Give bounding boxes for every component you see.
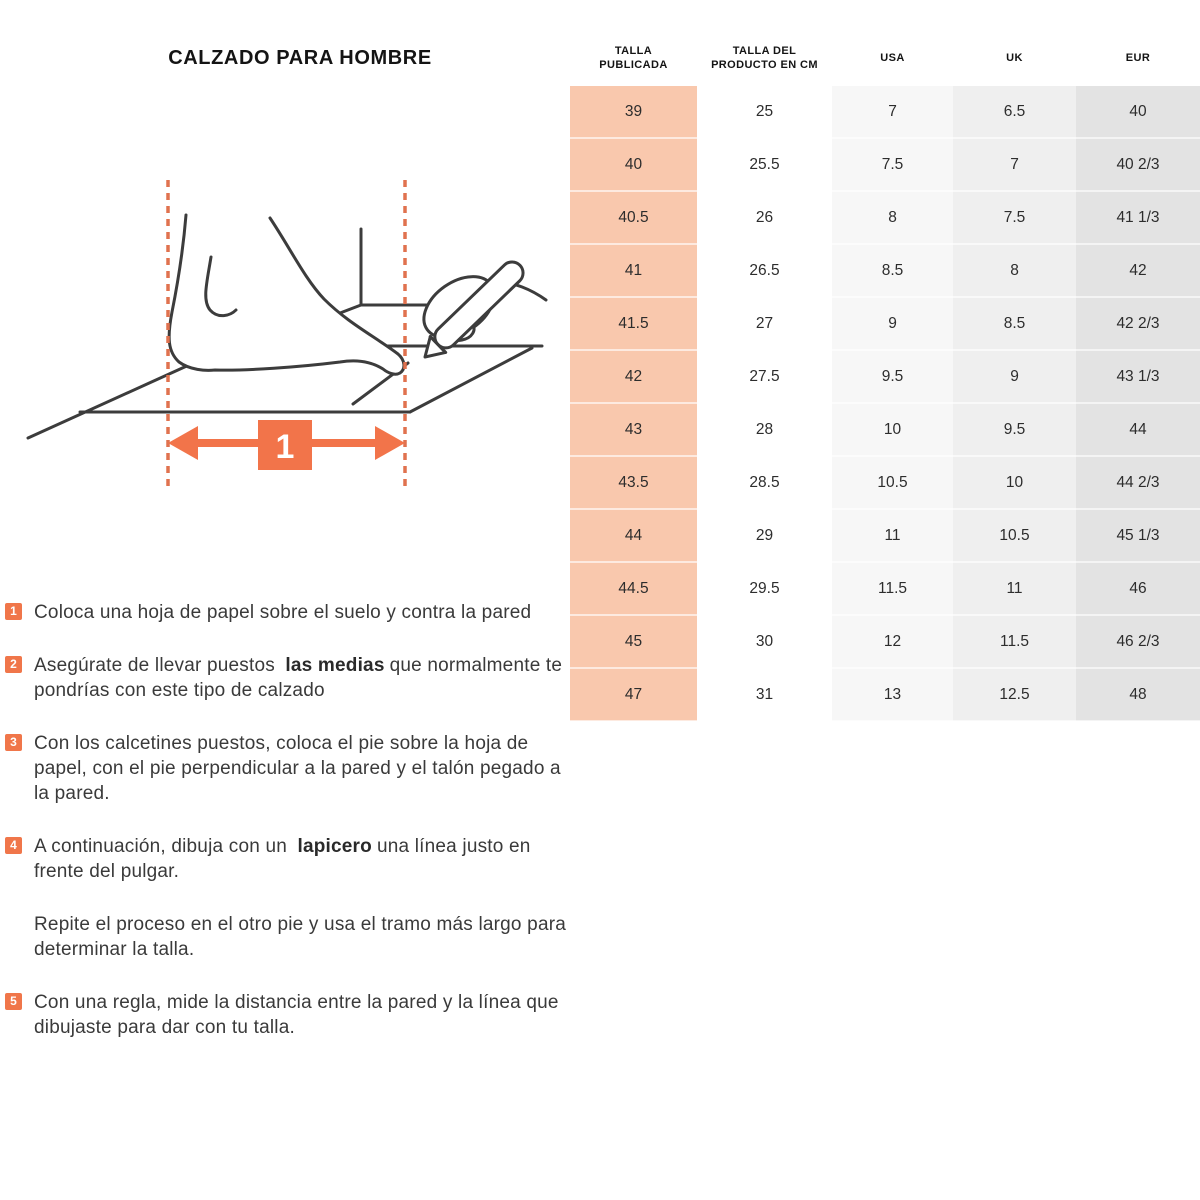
size-cell: 7 [953, 138, 1076, 191]
page-title: CALZADO PARA HOMBRE [168, 47, 432, 69]
size-row [570, 138, 1200, 191]
size-cell: 46 [1076, 562, 1200, 615]
size-cell: 10.5 [832, 456, 953, 509]
col-header-eur: EUR [1125, 52, 1151, 64]
size-cell: 44 [1076, 403, 1200, 456]
size-cell: 11.5 [832, 562, 953, 615]
size-row [570, 615, 1200, 668]
instruction-text: A continuación, dibuja con un [34, 836, 287, 857]
size-cell: 8 [832, 191, 953, 244]
size-row [570, 668, 1200, 721]
size-row [570, 350, 1200, 403]
size-row [570, 191, 1200, 244]
size-cell: 7.5 [832, 138, 953, 191]
size-cell: 41 [570, 244, 697, 297]
col-header-talla-publicada: TALLA PUBLICADA [599, 45, 668, 71]
size-cell: 41 1/3 [1076, 191, 1200, 244]
size-cell: 9.5 [953, 403, 1076, 456]
size-cell: 8 [953, 244, 1076, 297]
size-cell: 9 [953, 350, 1076, 403]
instruction-item [5, 653, 571, 703]
instruction-text: Con una regla, mide la distancia entre la pared y la línea que dibujaste para dar con tu talla. [34, 992, 559, 1038]
foot-outline [169, 215, 404, 374]
size-cell: 31 [697, 668, 832, 721]
size-cell: 28 [697, 403, 832, 456]
size-row [570, 403, 1200, 456]
size-cell: 9.5 [832, 350, 953, 403]
step-badge: 5 [5, 993, 22, 1010]
instruction-text: una línea justo en frente del pulgar. [34, 836, 531, 882]
size-cell: 29.5 [697, 562, 832, 615]
col-header-uk: UK [1006, 52, 1023, 64]
size-cell: 10 [832, 403, 953, 456]
foot-measurement-illustration [0, 170, 560, 510]
size-cell: 29 [697, 509, 832, 562]
size-cell: 7 [832, 86, 953, 138]
size-cell: 48 [1076, 668, 1200, 721]
size-cell: 46 2/3 [1076, 615, 1200, 668]
instruction-item [5, 912, 571, 962]
size-cell: 25.5 [697, 138, 832, 191]
size-cell: 43 [570, 403, 697, 456]
size-cell: 44 [570, 509, 697, 562]
instruction-text: Asegúrate de llevar puestos [34, 655, 275, 676]
step-badge: 1 [5, 603, 22, 620]
size-cell: 40 2/3 [1076, 138, 1200, 191]
col-header-talla-producto-cm: TALLA DEL PRODUCTO EN CM [711, 45, 818, 71]
size-cell: 10.5 [953, 509, 1076, 562]
size-cell: 40.5 [570, 191, 697, 244]
measure-step-label: 1 [275, 428, 295, 466]
instruction-item [5, 834, 571, 884]
size-cell: 45 1/3 [1076, 509, 1200, 562]
size-cell: 39 [570, 86, 697, 138]
size-cell: 8.5 [832, 244, 953, 297]
instruction-item [5, 600, 571, 625]
size-row [570, 509, 1200, 562]
size-cell: 47 [570, 668, 697, 721]
instruction-text: Repite el proceso en el otro pie y usa el tramo más largo para determinar la talla. [34, 914, 567, 960]
size-row [570, 244, 1200, 297]
col-header-usa: USA [880, 52, 905, 64]
hand-pencil [413, 257, 546, 365]
size-cell: 25 [697, 86, 832, 138]
size-cell: 8.5 [953, 297, 1076, 350]
measure-arrow [168, 420, 405, 470]
step-badge: 4 [5, 837, 22, 854]
size-cell: 11.5 [953, 615, 1076, 668]
size-cell: 41.5 [570, 297, 697, 350]
size-cell: 44 2/3 [1076, 456, 1200, 509]
size-row [570, 86, 1200, 138]
instruction-item [5, 731, 571, 806]
size-cell: 40 [570, 138, 697, 191]
step-badge: 3 [5, 734, 22, 751]
instruction-text: Coloca una hoja de papel sobre el suelo y contra la pared [34, 602, 532, 623]
instruction-item [5, 990, 571, 1040]
instruction-text: Con los calcetines puestos, coloca el pie sobre la hoja de papel, con el pie perpendicular a la pared y el talón pegado a la pared. [34, 733, 561, 804]
size-row [570, 456, 1200, 509]
size-cell: 27 [697, 297, 832, 350]
size-cell: 30 [697, 615, 832, 668]
size-cell: 11 [953, 562, 1076, 615]
size-cell: 13 [832, 668, 953, 721]
size-table-body [570, 86, 1200, 721]
wall-lines [327, 229, 427, 318]
instruction-text: que normalmente te pondrías con este tipo de calzado [34, 655, 563, 701]
size-cell: 40 [1076, 86, 1200, 138]
size-cell: 45 [570, 615, 697, 668]
size-cell: 28.5 [697, 456, 832, 509]
size-cell: 44.5 [570, 562, 697, 615]
size-conversion-table [570, 30, 1200, 722]
size-table-header [570, 30, 1200, 86]
size-cell: 42 2/3 [1076, 297, 1200, 350]
size-row [570, 297, 1200, 350]
instruction-text: las medias [285, 655, 385, 676]
size-cell: 26 [697, 191, 832, 244]
size-cell: 12.5 [953, 668, 1076, 721]
size-cell: 12 [832, 615, 953, 668]
instruction-text: lapicero [297, 836, 372, 857]
size-row [570, 562, 1200, 615]
instructions-list [5, 600, 571, 1068]
size-cell: 27.5 [697, 350, 832, 403]
size-cell: 9 [832, 297, 953, 350]
size-cell: 43 1/3 [1076, 350, 1200, 403]
size-cell: 10 [953, 456, 1076, 509]
size-cell: 43.5 [570, 456, 697, 509]
step-badge: 2 [5, 656, 22, 673]
size-cell: 26.5 [697, 244, 832, 297]
size-cell: 11 [832, 509, 953, 562]
size-cell: 42 [570, 350, 697, 403]
size-cell: 7.5 [953, 191, 1076, 244]
size-cell: 42 [1076, 244, 1200, 297]
size-cell: 6.5 [953, 86, 1076, 138]
